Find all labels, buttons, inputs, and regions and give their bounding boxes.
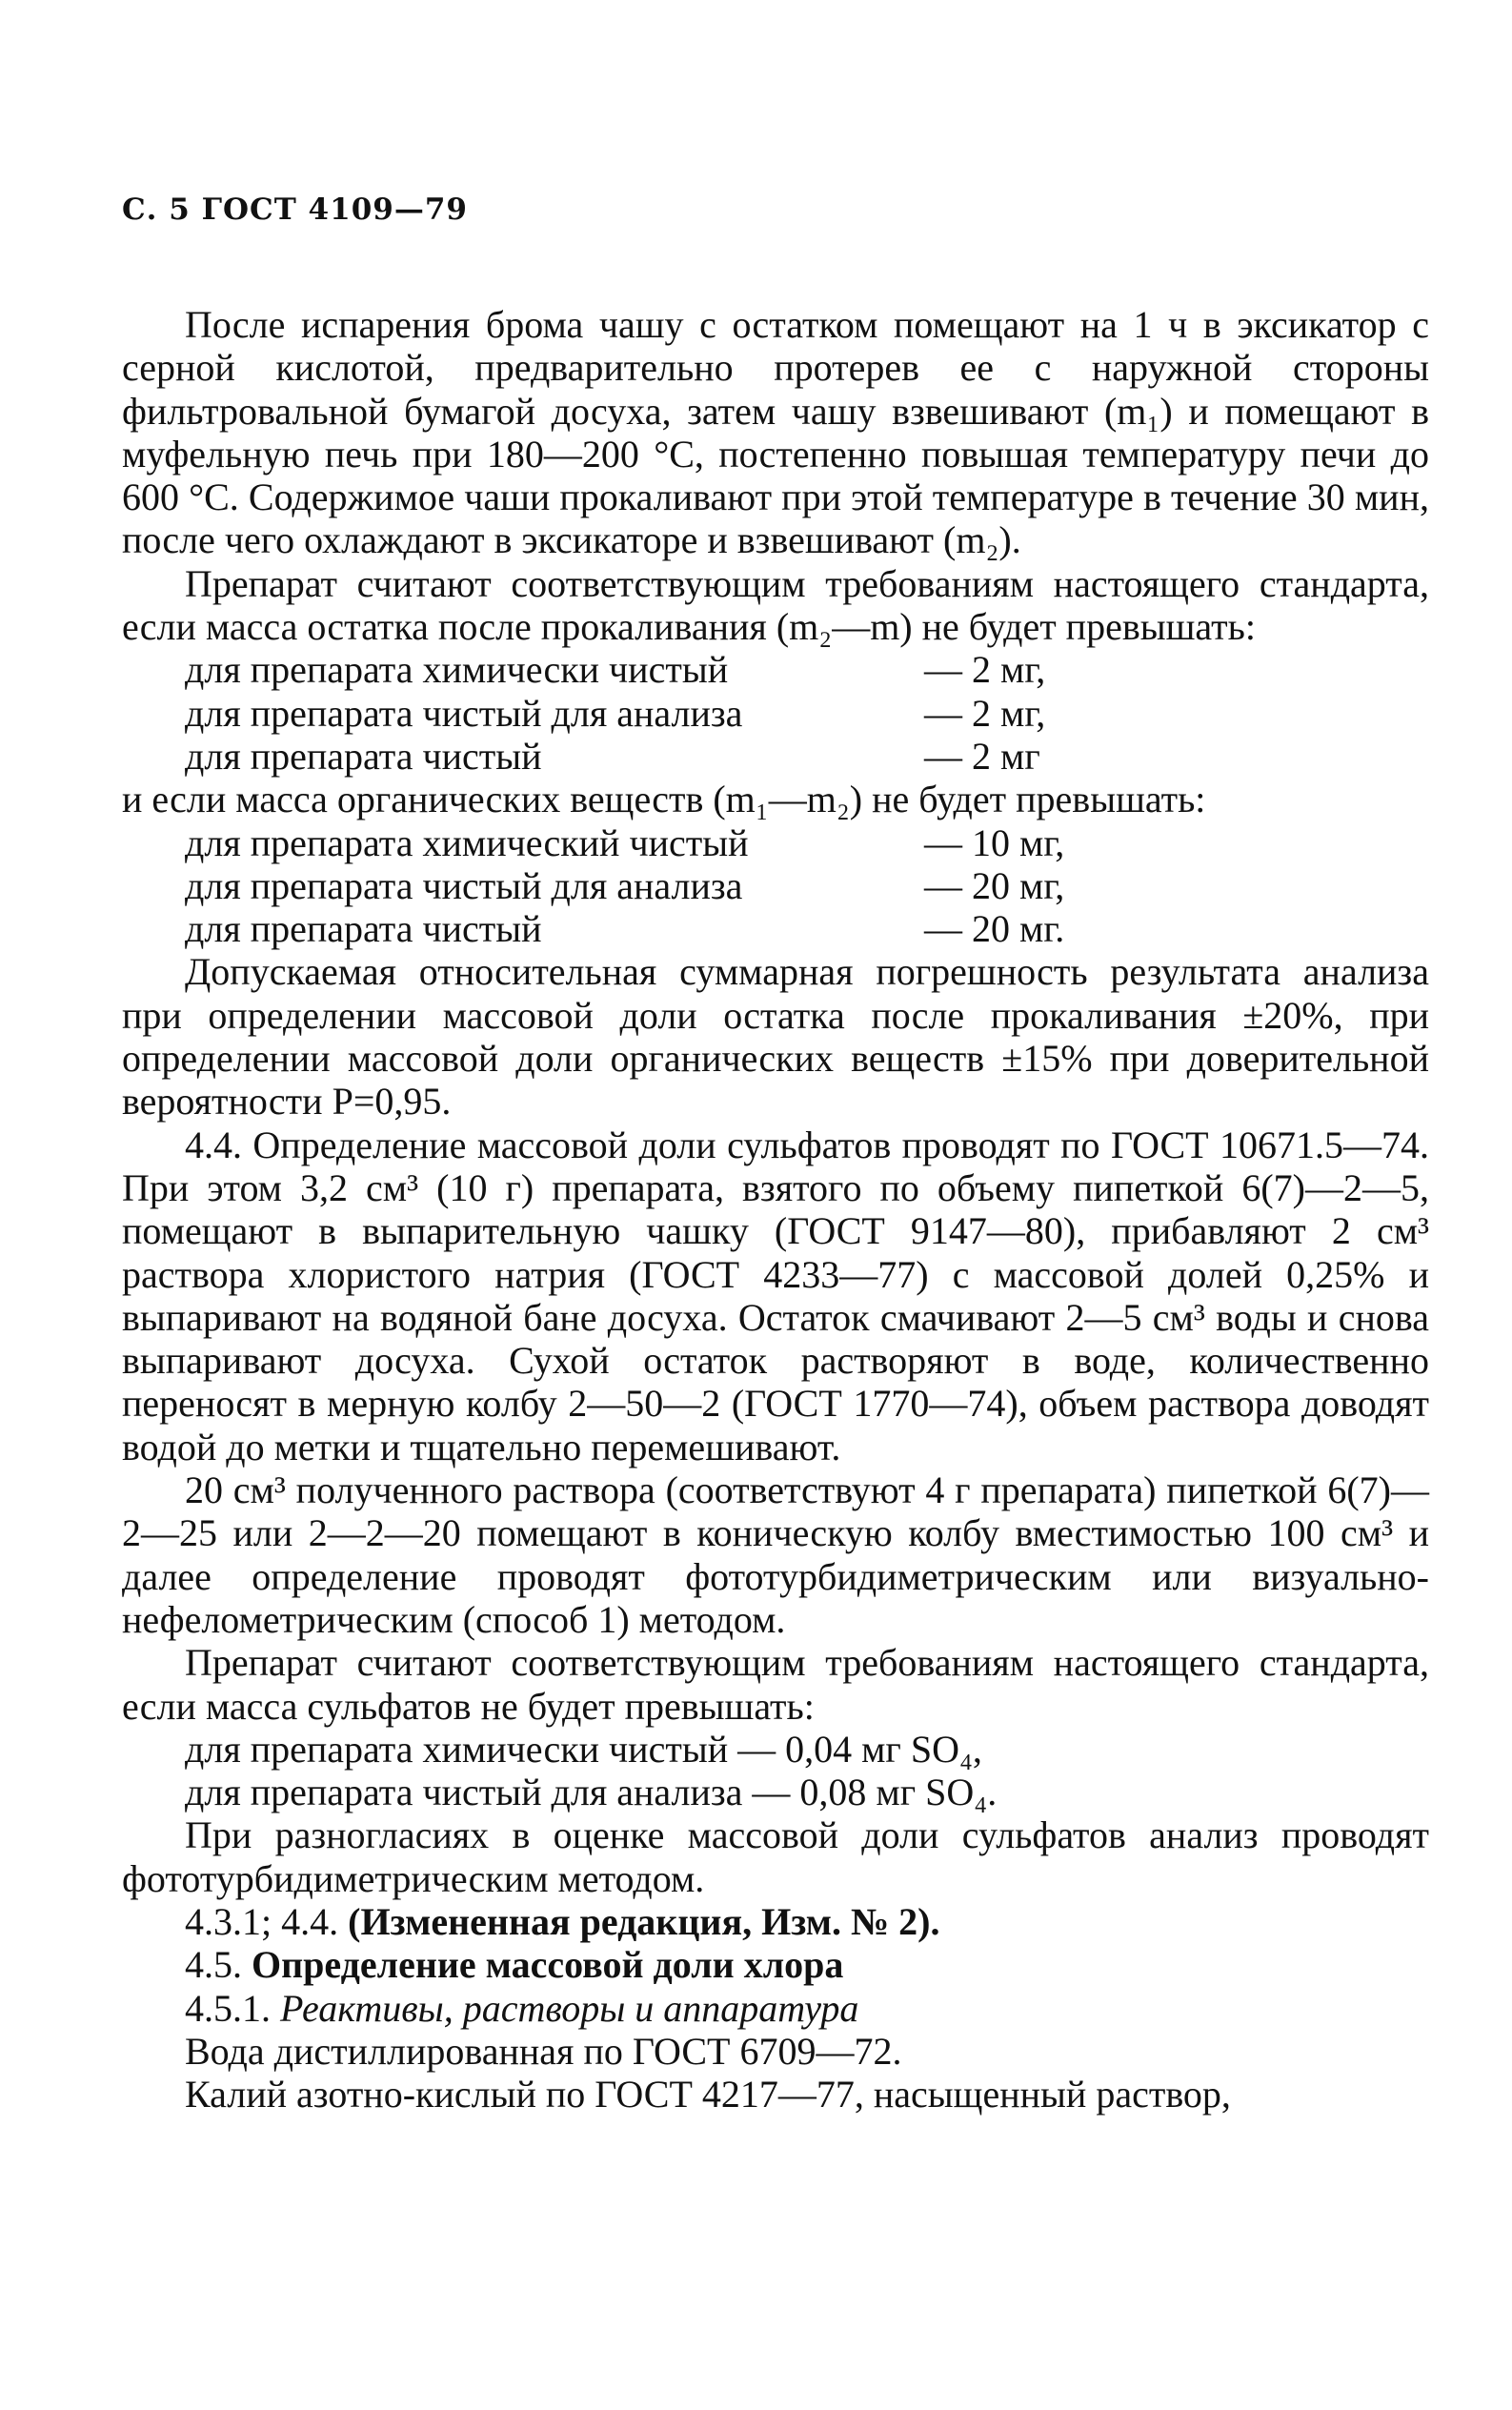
limit-value: — 2 мг (924, 734, 1040, 778)
limit-value: — 2 мг, (924, 648, 1046, 692)
page-header: С. 5 ГОСТ 4109—79 (122, 192, 468, 227)
paragraph-residue-requirement: Препарат считают соответствующим требованиям настоящего стандарта, если масса остатка после прокаливания (m₂—m) не будет превышать: (122, 561, 1429, 649)
amendment-refs: 4.3.1; 4.4. (185, 1899, 349, 1943)
limit-value: — 20 мг, (924, 863, 1065, 907)
paragraph-sulfate-requirement: Препарат считают соответствующим требованиям настоящего стандарта, если масса сульфатов не будет превышать: (122, 1641, 1429, 1728)
list-item (122, 735, 1429, 778)
list-item (122, 648, 1429, 691)
limit-value: — 20 мг. (924, 907, 1065, 951)
paragraph-sulfate-method: 4.4. Определение массовой доли сульфатов проводят по ГОСТ 10671.5—74. При этом 3,2 см³ (10 г) препарата, взятого по объему пипеткой 6(7)—2—5, помещают в выпарительную чашку (ГОСТ 9147—80), прибавляют 2 см³ раствора хлористого натрия (ГОСТ 4233—77) с массовой долей 0,25% и выпаривают на водяной бане досуха. Остаток смачивают 2—5 см³ воды и снова выпаривают досуха. Сухой остаток растворяют в воде, количественно переносят в мерную колбу 2—50—2 (ГОСТ 1770—74), объем раствора доводят водой до метки и тщательно перемешивают. (122, 1123, 1429, 1468)
subsection-heading-4-5-1 (122, 1987, 1429, 2030)
paragraph-organic-requirement: и если масса органических веществ (m₁—m₂) не будет превышать: (122, 778, 1206, 821)
reagent-water: Вода дистиллированная по ГОСТ 6709—72. (185, 2029, 902, 2073)
organic-limits-list (122, 821, 1429, 951)
section-heading-4-5 (122, 1943, 1429, 1986)
grade-label: для препарата чистый (185, 907, 542, 951)
amendment-label: (Измененная редакция, Изм. № 2). (348, 1899, 940, 1943)
grade-label: для препарата чистый (185, 734, 542, 778)
list-item (122, 864, 1429, 907)
list-item (122, 692, 1429, 735)
grade-label: для препарата чистый для анализа (185, 863, 743, 907)
amendment-note (122, 1900, 1429, 1943)
grade-label: для препарата чистый для анализа (185, 691, 743, 735)
subsection-title: Реактивы, растворы и аппаратура (280, 1986, 859, 2030)
section-number: 4.5. (185, 1943, 252, 1987)
paragraph-error-tolerance: Допускаемая относительная суммарная погрешность результата анализа при определении массовой доли остатка после прокаливания ±20%, при определении массовой доли органических веществ ±15% при доверительной вероятности P=0,95. (122, 950, 1429, 1124)
paragraph-bromine-evaporation: После испарения брома чашу с остатком помещают на 1 ч в эксикатор с серной кислотой, предварительно протерев ее с наружной стороны фильтровальной бумагой досуха, затем чашу взвешивают (m₁) и помещают в муфельную печь при 180—200 °С, постепенно повышая температуру печи до 600 °С. Содержимое чаши прокаливают при этой температуре в течение 30 мин, после чего охлаждают в эксикаторе и взвешивают (m₂). (122, 303, 1429, 562)
list-item (122, 821, 1429, 864)
paragraph-sulfate-procedure: 20 см³ полученного раствора (соответствуют 4 г препарата) пипеткой 6(7)—2—25 или 2—2—20 помещают в коническую колбу вместимостью 100 см³ и далее определение проводят фототурбидиметрическим или визуально-нефелометрическим (способ 1) методом. (122, 1468, 1429, 1641)
grade-label: для препарата химически чистый (185, 648, 729, 692)
document-page (122, 191, 1429, 2116)
list-item (122, 907, 1429, 950)
subsection-number: 4.5.1. (185, 1986, 280, 2030)
sulfate-limit-line: для препарата чистый для анализа — 0,08 мг SO₄. (185, 1771, 998, 1814)
residue-limits-list (122, 648, 1429, 778)
grade-label: для препарата химический чистый (185, 820, 749, 864)
limit-value: — 10 мг, (924, 820, 1065, 864)
paragraph-dispute-method: При разногласиях в оценке массовой доли сульфатов анализ проводят фототурбидиметрическим методом. (122, 1813, 1429, 1900)
reagent-potassium-nitrate: Калий азотно-кислый по ГОСТ 4217—77, насыщенный раствор, (185, 2073, 1231, 2116)
sulfate-limit-line: для препарата химически чистый — 0,04 мг SO₄, (185, 1727, 982, 1771)
limit-value: — 2 мг, (924, 691, 1046, 735)
section-title: Определение массовой доли хлора (252, 1943, 844, 1987)
